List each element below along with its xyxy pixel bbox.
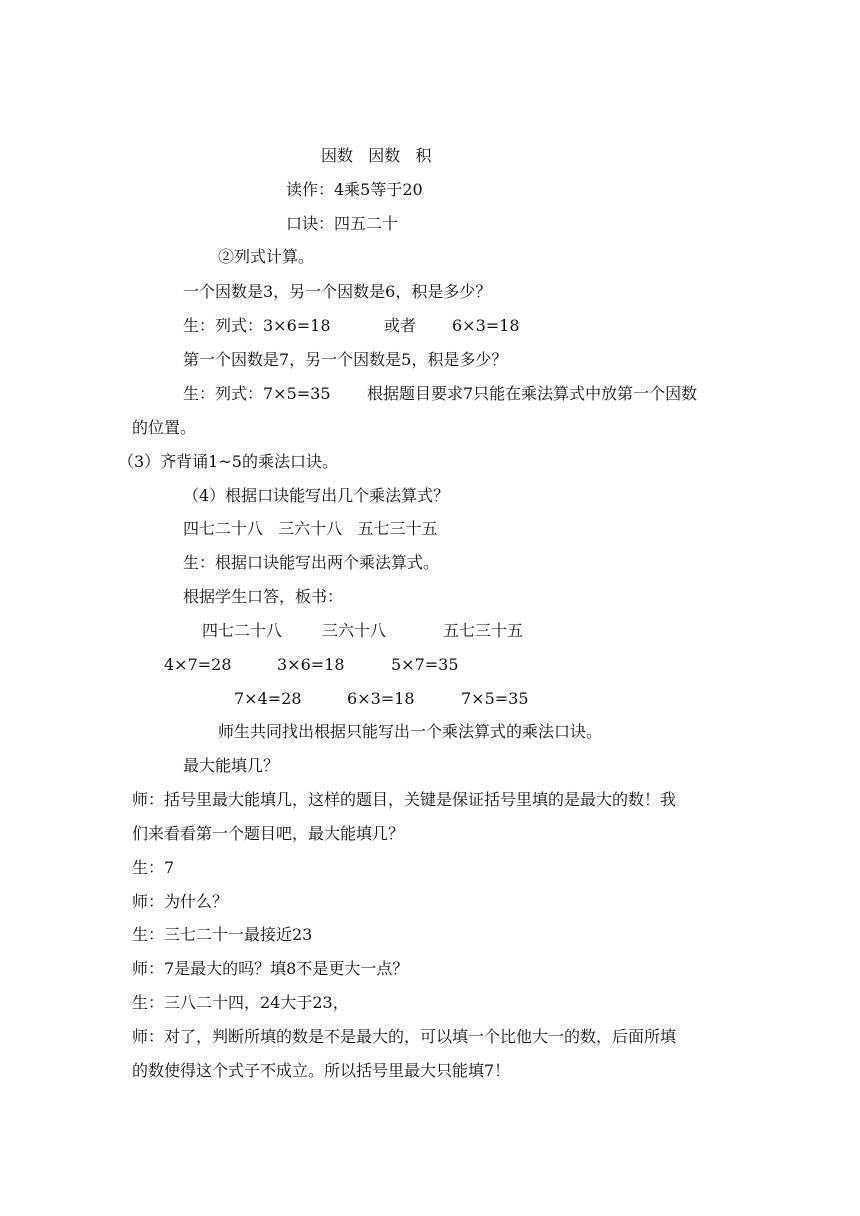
teacher-line-4-cont: 的数使得这个式子不成立。所以括号里最大只能填7！ — [132, 1061, 511, 1080]
answer-2-part-b: 根据题目要求7只能在乘法算式中放第一个因数 — [367, 384, 698, 403]
teacher-line-1-cont: 们来看看第一个题目吧，最大能填几？ — [132, 824, 405, 843]
answer-1-part-b: 或者 — [384, 316, 417, 335]
step-3: （3）齐背诵1~5的乘法口诀。 — [118, 452, 338, 471]
teacher-line-1: 师：括号里最大能填几，这样的题目，关键是保证括号里填的是最大的数！我 — [132, 790, 677, 809]
student-answer-rhymes: 生：根据口诀能写出两个乘法算式。 — [183, 553, 440, 572]
question-1: 一个因数是3，另一个因数是6，积是多少？ — [183, 282, 492, 301]
rhymes-list: 四七二十八 三六十八 五七三十五 — [183, 519, 438, 538]
board-intro: 根据学生口答，板书： — [183, 587, 344, 606]
board-equation-3a: 5×7=35 — [391, 655, 459, 674]
question-2: 第一个因数是7，另一个因数是5，积是多少？ — [183, 350, 508, 369]
student-line-3: 生：三八二十四，24大于23， — [132, 993, 349, 1012]
board-equation-2a: 3×6=18 — [277, 655, 345, 674]
answer-2-part-a: 生：列式：7×5=35 — [183, 384, 331, 403]
step-4: （4）根据口诀能写出几个乘法算式？ — [183, 486, 450, 505]
section-heading-calc: ②列式计算。 — [218, 247, 315, 266]
find-rhymes-line: 师生共同找出根据只能写出一个乘法算式的乘法口诀。 — [218, 722, 603, 741]
board-equation-1a: 4×7=28 — [164, 655, 232, 674]
board-rhyme-2: 三六十八 — [322, 621, 387, 640]
student-line-1: 生：7 — [132, 858, 175, 877]
board-equation-3b: 7×5=35 — [461, 689, 529, 708]
board-rhyme-1: 四七二十八 — [202, 621, 283, 640]
teacher-line-2: 师：为什么？ — [132, 892, 229, 911]
rhyme-line: 口诀：四五二十 — [286, 214, 399, 233]
answer-1-part-c: 6×3=18 — [452, 316, 520, 335]
teacher-line-4: 师：对了，判断所填的数是不是最大的，可以填一个比他大一的数，后面所填 — [132, 1027, 677, 1046]
board-equation-1b: 7×4=28 — [234, 689, 302, 708]
teacher-line-3: 师：7是最大的吗？填8不是更大一点？ — [132, 959, 409, 978]
student-line-2: 生：三七二十一最接近23 — [132, 925, 313, 944]
read-as-line: 读作：4乘5等于20 — [286, 180, 423, 199]
board-rhyme-3: 五七三十五 — [443, 621, 524, 640]
label-factor-product: 因数 因数 积 — [321, 146, 432, 165]
board-equation-2b: 6×3=18 — [347, 689, 415, 708]
answer-2-continuation: 的位置。 — [132, 418, 197, 437]
section-heading-max: 最大能填几？ — [183, 756, 280, 775]
answer-1-part-a: 生：列式：3×6=18 — [183, 316, 331, 335]
